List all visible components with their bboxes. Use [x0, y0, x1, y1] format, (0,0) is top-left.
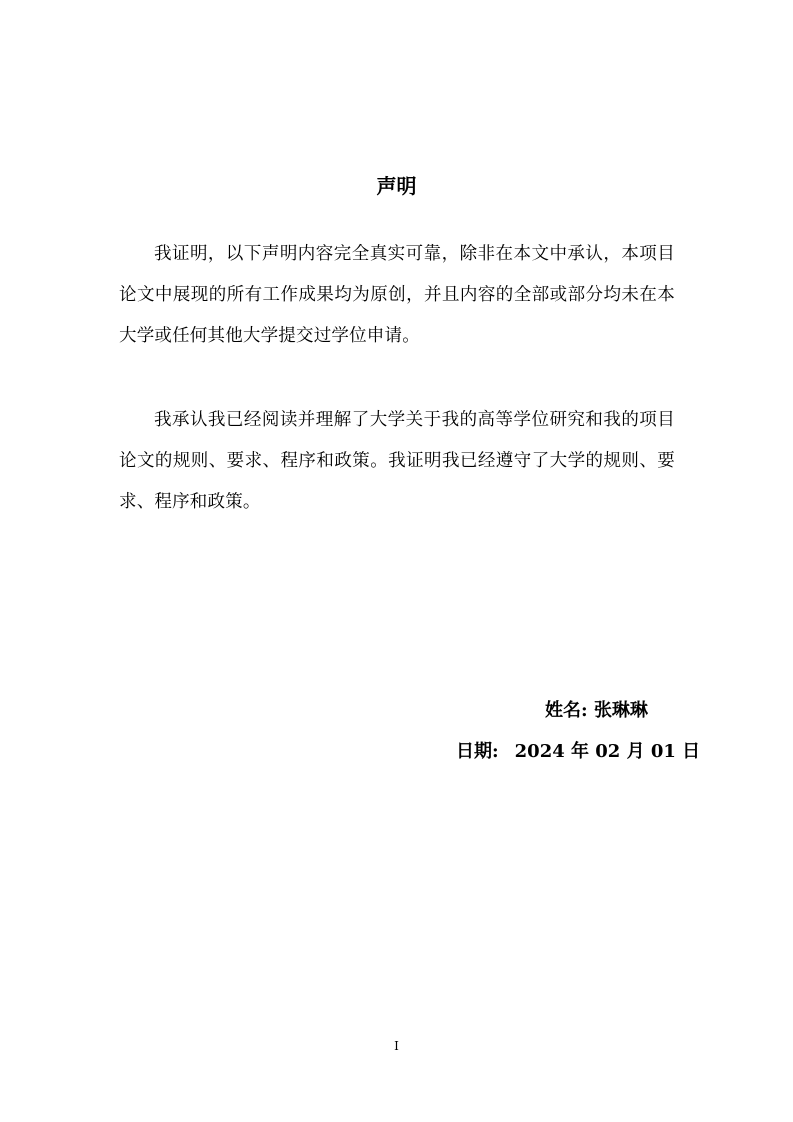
declaration-paragraph-compliance: 我承认我已经阅读并理解了大学关于我的高等学位研究和我的项目论文的规则、要求、程序和政策。我证明我已经遵守了大学的规则、要求、程序和政策。	[119, 410, 675, 512]
signature-date	[456, 740, 700, 764]
signature-name	[545, 699, 648, 723]
declaration-title: 声明	[376, 174, 417, 198]
signature-name-label: 姓名:	[545, 700, 588, 721]
signature-date-label: 日期:	[456, 741, 499, 762]
declaration-paragraph-originality: 我证明，以下声明内容完全真实可靠，除非在本文中承认，本项目论文中展现的所有工作成果均为原创，并且内容的全部或部分均未在本大学或任何其他大学提交过学位申请。	[119, 244, 675, 346]
signature-date-value: 2024 年 02 月 01 日	[514, 741, 701, 762]
page-number: I	[394, 1039, 399, 1053]
signature-name-value: 张琳琳	[593, 700, 648, 721]
